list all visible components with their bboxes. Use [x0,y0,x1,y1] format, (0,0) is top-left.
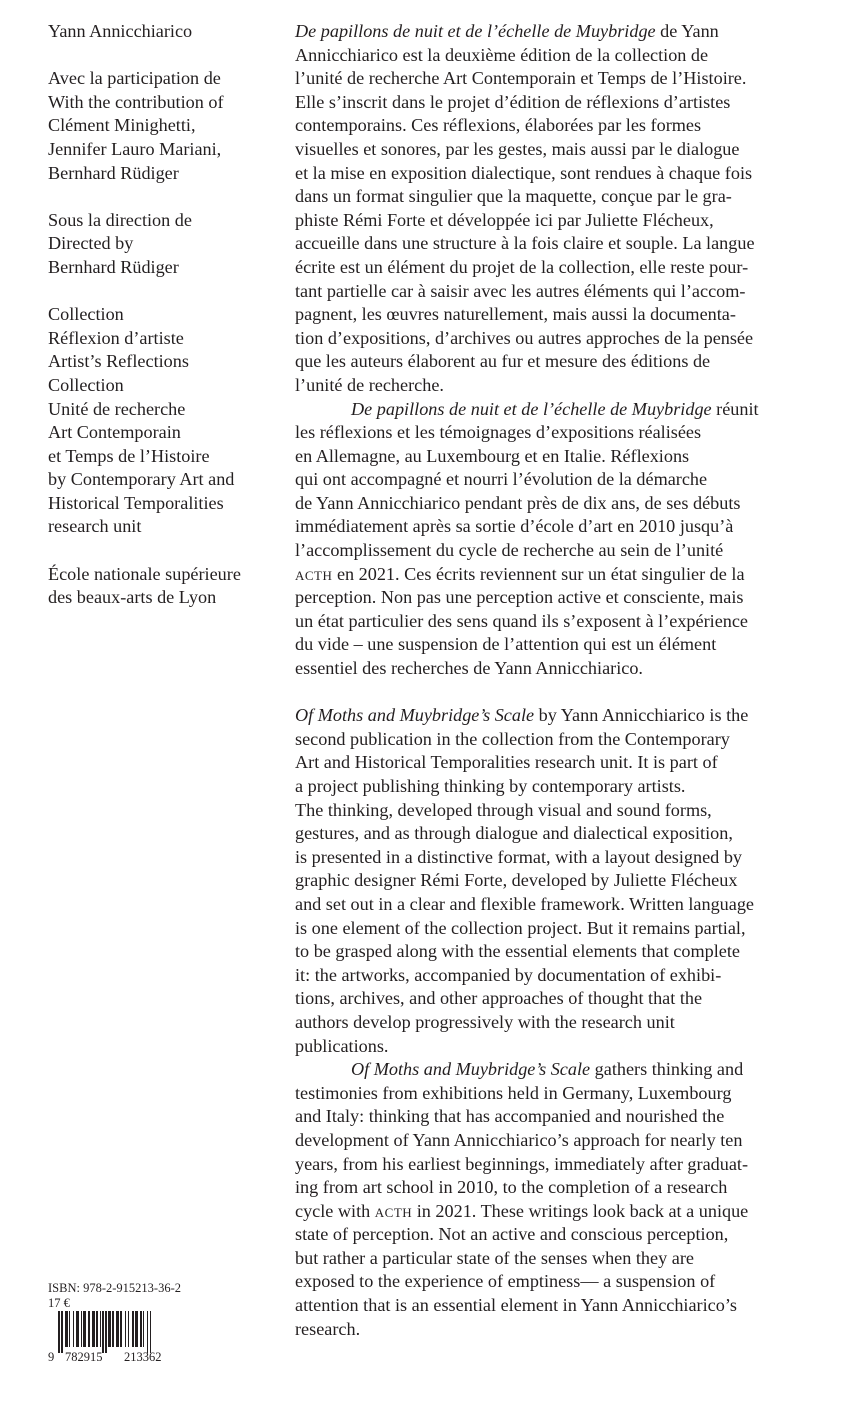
text-line: l’unité de recherche. [295,374,444,395]
text-line: contemporains. Ces réflexions, élaborées par les formes [295,115,702,136]
text-line: but rather a particular state of the senses when they are [295,1247,694,1268]
collection-line: Collection [48,374,124,395]
barcode-left-digits: 782915 [65,1350,103,1364]
participation-line: Bernhard Rüdiger [48,162,179,183]
school-block [48,563,278,610]
participation-line: Jennifer Lauro Mariani, [48,138,222,159]
direction-line: Directed by [48,233,134,254]
isbn-price-block [48,1281,208,1311]
text-line: authors develop progressively with the research unit [295,1011,675,1032]
book-title-en: Of Moths and Muybridge’s Scale [351,1059,591,1080]
text-line: en Allemagne, au Luxembourg et en Italie. Réflexions [295,445,690,466]
text-line: gestures, and as through dialogue and dialectical exposition, [295,823,733,844]
french-paragraph-1 [295,20,825,398]
text-line: et la mise en exposition dialectique, sont rendues à chaque fois [295,162,753,183]
text-line: essentiel des recherches de Yann Annicchiarico. [295,658,643,679]
barcode-icon [58,1311,170,1353]
text-line: development of Yann Annicchiarico’s approach for nearly ten [295,1129,743,1150]
text-line: it: the artworks, accompanied by documentation of exhibi- [295,964,722,985]
acth-acronym: acth [295,563,333,584]
text-line: tions, archives, and other approaches of thought that the [295,988,703,1009]
text-line: tion d’expositions, d’archives ou autres approches de la pensée [295,327,754,348]
text-line: and Italy: thinking that has accompanied and nourished the [295,1106,725,1127]
author-name: Yann Annicchiarico [48,21,193,41]
text-line: publications. [295,1035,389,1056]
collection-line: Historical Temporalities [48,492,224,513]
collection-line: Réflexion d’artiste [48,327,184,348]
blurb-column [295,20,825,1341]
colophon-column [48,20,278,633]
text-line: de Yann [655,21,719,41]
text-line: exposed to the experience of emptiness— a suspension of [295,1271,716,1292]
author-block [48,20,278,44]
collection-block [48,303,278,539]
book-title-en: Of Moths and Muybridge’s Scale [295,705,535,726]
text-line: pagnent, les œuvres naturellement, mais aussi la documenta- [295,304,736,325]
price: 17 € [48,1296,70,1310]
text-line: perception. Non pas une perception active et consciente, mais [295,587,744,608]
text-line: de Yann Annicchiarico pendant près de dix ans, de ses débuts [295,492,741,513]
school-line: École nationale supérieure [48,563,241,584]
text-line: les réflexions et les témoignages d’expositions réalisées [295,422,702,443]
direction-block [48,209,278,280]
text-line: gathers thinking and [590,1059,744,1080]
text-line: is presented in a distinctive format, with a layout designed by [295,846,743,867]
text-line: en 2021. Ces écrits reviennent sur un état singulier de la [332,563,745,584]
text-line: by Yann Annicchiarico is the [534,705,749,726]
participation-line: Avec la participation de [48,68,221,89]
text-line: du vide – une suspension de l’attention qui est un élément [295,634,717,655]
text-line: visuelles et sonores, par les gestes, mais aussi par le dialogue [295,138,740,159]
direction-line: Bernhard Rüdiger [48,256,179,277]
text-line: réunit [711,398,759,419]
collection-line: Art Contemporain [48,422,181,443]
text-line: l’accomplissement du cycle de recherche au sein de l’unité [295,540,724,561]
acth-acronym: acth [374,1200,413,1221]
text-line: to be grasped along with the essential elements that complete [295,941,740,962]
participation-block [48,67,278,185]
text-line: écrite est un élément du projet de la collection, elle reste pour- [295,256,749,277]
direction-line: Sous la direction de [48,209,192,230]
text-line: Elle s’inscrit dans le projet d’édition de réflexions d’artistes [295,91,731,112]
english-paragraph-2 [295,1058,825,1341]
school-line: des beaux-arts de Lyon [48,587,217,608]
collection-line: Collection [48,304,124,325]
text-line: immédiatement après sa sortie d’école d’art en 2010 jusqu’à [295,516,734,537]
text-line: graphic designer Rémi Forte, developed by Juliette Flécheux [295,870,738,891]
text-line: cycle with [295,1200,375,1221]
text-line: state of perception. Not an active and conscious perception, [295,1224,729,1245]
language-separator [295,681,825,705]
text-line: is one element of the collection project. But it remains partial, [295,917,746,938]
text-line: in 2021. These writings look back at a unique [412,1200,749,1221]
text-line: phiste Rémi Forte et développée ici par Juliette Flécheux, [295,209,714,230]
text-line: a project publishing thinking by contemporary artists. [295,776,686,796]
collection-line: research unit [48,516,142,537]
participation-line: Clément Minighetti, [48,115,196,136]
collection-line: Unité de recherche [48,398,186,419]
text-line: l’unité de recherche Art Contemporain et Temps de l’Histoire. [295,68,747,89]
text-line: que les auteurs élaborent au fur et mesure des éditions de [295,351,711,372]
text-line: qui ont accompagné et nourri l’évolution de la démarche [295,469,708,490]
isbn-number: ISBN: 978-2-915213-36-2 [48,1281,181,1295]
text-line: Art and Historical Temporalities research unit. It is part of [295,752,718,773]
text-line: research. [295,1318,361,1339]
text-line: tant partielle car à saisir avec les autres éléments qui l’accom- [295,280,746,301]
french-paragraph-2 [295,398,825,681]
collection-line: by Contemporary Art and [48,469,235,490]
collection-line: et Temps de l’Histoire [48,445,210,466]
participation-line: With the contribution of [48,91,224,112]
text-line: ing from art school in 2010, to the completion of a research [295,1177,728,1198]
text-line: un état particulier des sens quand ils s’exposent à l’expérience [295,610,749,631]
book-title-fr: De papillons de nuit et de l’échelle de Muybridge [295,21,656,41]
text-line: Annicchiarico est la deuxième édition de la collection de [295,44,709,65]
text-line: testimonies from exhibitions held in Germany, Luxembourg [295,1082,732,1103]
text-line: second publication in the collection from the Contemporary [295,728,730,749]
english-paragraph-1 [295,704,825,1058]
collection-line: Artist’s Reflections [48,351,189,372]
text-line: dans un format singulier que la maquette, conçue par le gra- [295,186,732,207]
text-line: The thinking, developed through visual and sound forms, [295,799,712,820]
text-line: accueille dans une structure à la fois claire et souple. La langue [295,233,755,254]
barcode-first-digit: 9 [48,1350,55,1364]
barcode-right-digits: 213362 [124,1350,162,1364]
text-line: attention that is an essential element in Yann Annicchiarico’s [295,1295,737,1316]
text-line: years, from his earliest beginnings, immediately after graduat- [295,1153,749,1174]
book-title-fr: De papillons de nuit et de l’échelle de Muybridge [351,398,712,419]
text-line: and set out in a clear and flexible framework. Written language [295,893,754,914]
